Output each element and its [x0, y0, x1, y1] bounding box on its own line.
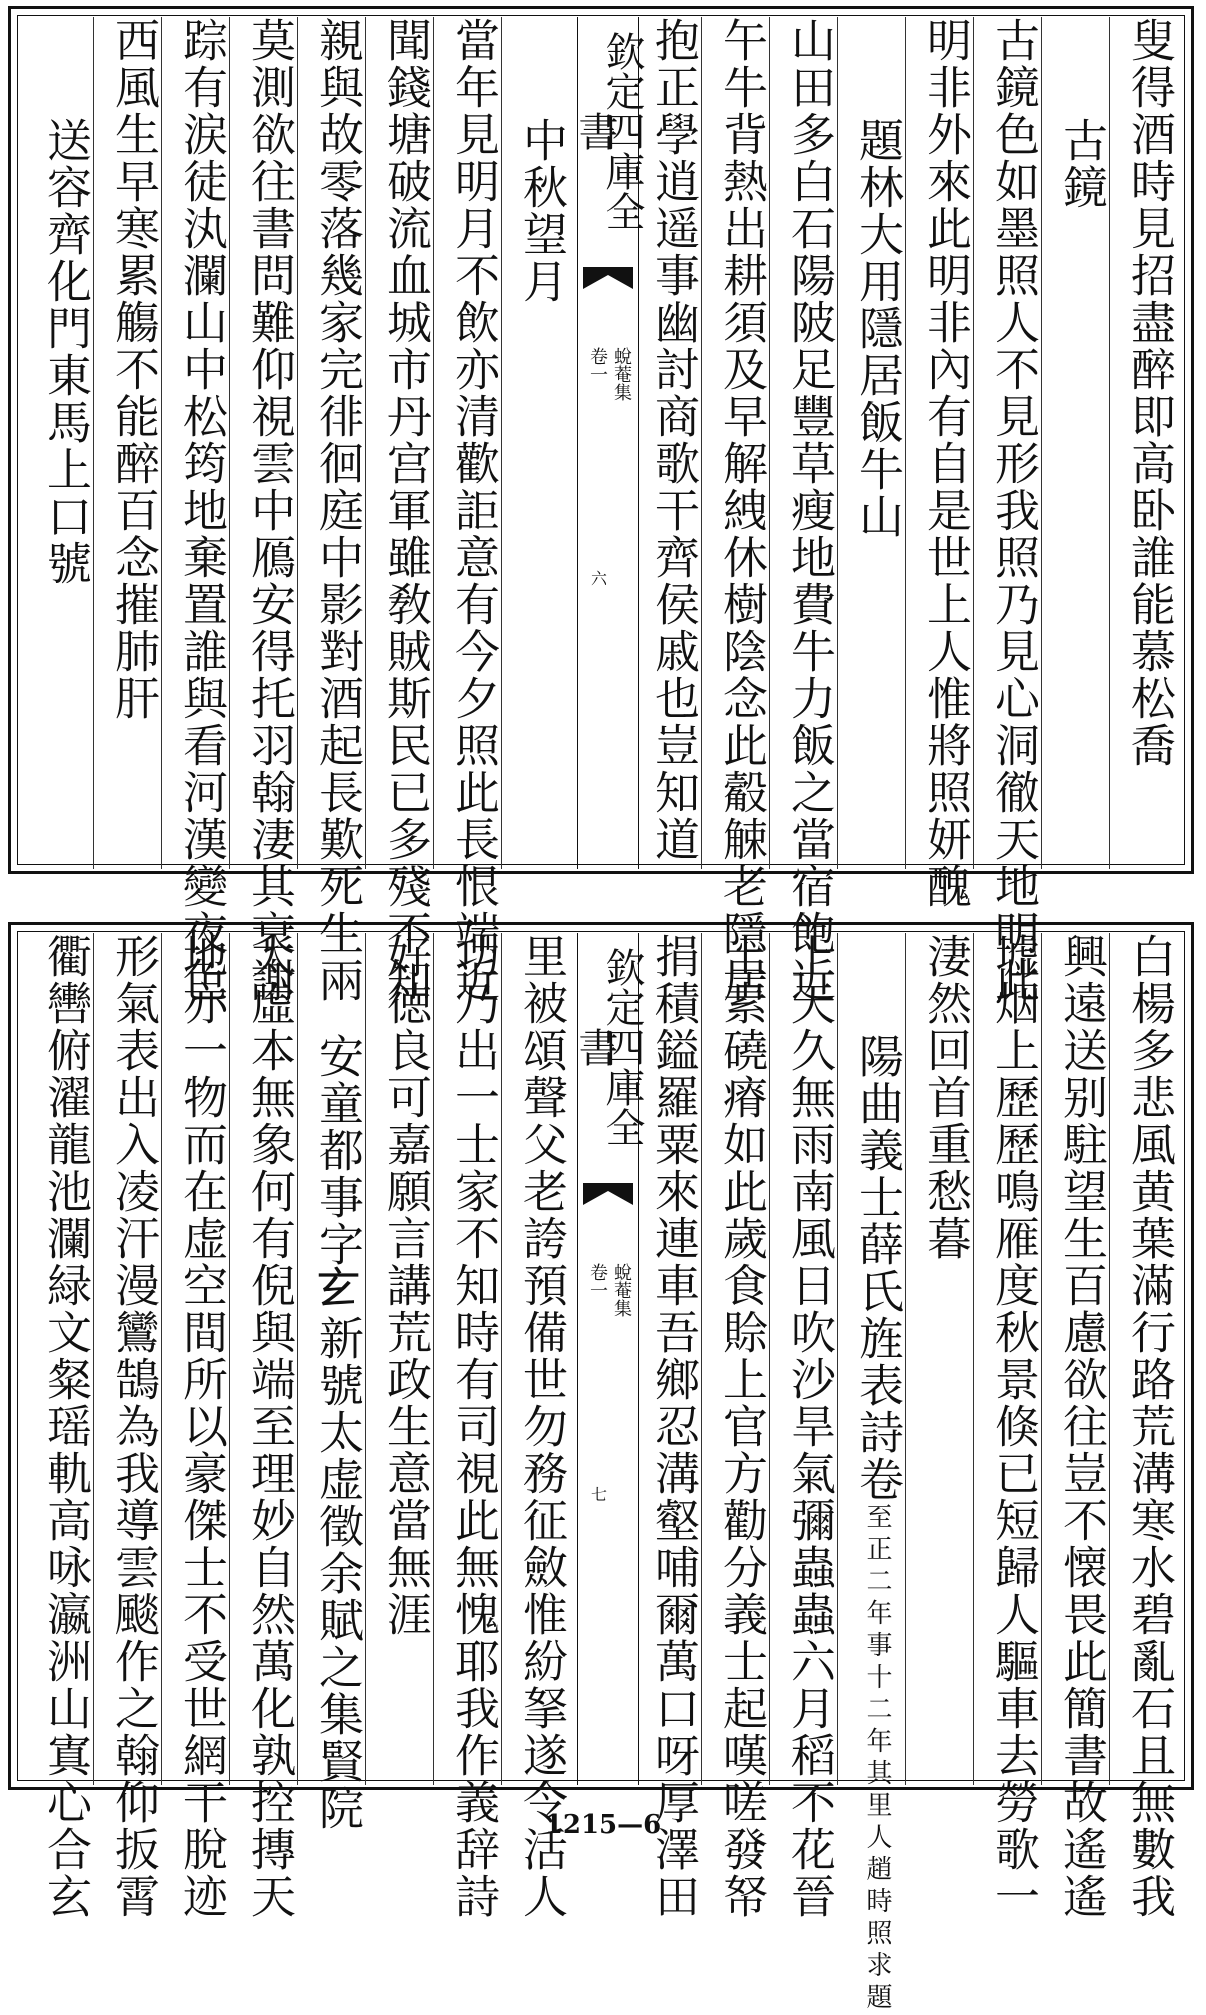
text-column: 明非外來此明非內有自是世上人惟將照妍醜	[919, 17, 972, 910]
text-column: 叟得酒時見招盡醉即高卧誰能慕松喬	[1123, 17, 1176, 769]
text-column: 踪有涙徒汍瀾山中松筠地棄置誰與看河漢變夜色	[175, 17, 228, 1004]
poem-title-with-note: 陽曲義士薛氏旌表詩卷至正二年事十二年其里人趙時照求題	[851, 1033, 904, 2015]
text-column: 聞錢塘破流血城市丹宫軍雖敎賊斯民已多殘不知	[379, 17, 432, 1004]
text-column: 抱正學逍遥事幽討商歌干齊侯戚也豈知道	[647, 17, 700, 863]
poem-title: 送容齊化門東馬上口號	[39, 117, 92, 587]
text-column: 地亦一物而在虚空間所以豪傑士不受世網干脫迹	[175, 933, 228, 1920]
text-column: 山田多白石陽陂足豐草瘦地費牛力飯之當宿飽近	[783, 17, 836, 1004]
text-column: 古鏡色如墨照人不見形我照乃見心洞徹天地明此	[987, 17, 1040, 1004]
text-column: 形氣表出入凌汗漫鸞鵠為我導雲颷作之翰仰扳霄	[107, 933, 160, 1920]
text-column: 淒然回首重愁暮	[919, 933, 972, 1262]
center-title: 欽定四庫全書	[572, 31, 645, 231]
text-column: 太虛本無象何有倪與端至理妙自然萬化孰控摶天	[243, 933, 296, 1920]
text-column: 西風生早寒累觴不能醉百念摧肺肝	[107, 17, 160, 722]
text-column: 午牛背熱出耕須及早解絏休樹陰念此觳觫老隱居	[715, 17, 768, 1004]
text-column: 衢轡俯濯龍池瀾緑文粲瑶軌高咏瀛洲山寘心合玄	[39, 933, 92, 1920]
text-column: 當年見明月不飲亦清歡詎意有今夕照此長恨端近	[447, 17, 500, 1004]
text-column: 莫測欲往書問難仰視雲中鴈安得托羽翰淒其衰謝	[243, 17, 296, 1004]
text-column: 功乃出一士家不知時有司視此無愧耶我作義辞詩	[447, 933, 500, 1920]
folio-number: 七	[591, 1485, 608, 1504]
title-note: 至正二年事十二年其里人趙時照求題	[862, 1503, 892, 2015]
text-column: 親與故零落幾家完徘徊庭中影對酒起長歎死生兩	[311, 17, 364, 1004]
poem-title: 中秋望月	[515, 117, 568, 305]
book-name: 蛻菴集 卷一	[587, 347, 632, 401]
poem-title: 古鏡	[1055, 117, 1108, 211]
text-column: 白楊多悲風黄葉滿行路荒溝寒水碧亂石且無數我	[1123, 933, 1176, 1920]
book-name: 蛻菴集 卷一	[587, 1263, 632, 1317]
poem-title: 安童都事字𤣥新號太虚徵余賦之集賢院	[311, 1033, 364, 1832]
center-fold-column	[572, 17, 645, 869]
text-column: 土素磽瘠如此歲食賒上官方勸分義士起嘆嗟發帑	[715, 933, 768, 1920]
text-column: 上天久無雨南風日吹沙旱氣彌蟲蟲六月稻不花晉	[783, 933, 836, 1920]
top-page-panel	[8, 6, 1194, 1004]
text-column: 興遠送别駐望生百慮欲往豈不懐畏此簡書故遙遙	[1055, 933, 1108, 1920]
folio-number: 六	[591, 569, 608, 588]
text-column: 好徳良可嘉願言講荒政生意當無涯	[379, 933, 432, 1638]
center-title: 欽定四庫全書	[572, 947, 645, 1147]
fish-tail-mark-icon	[583, 267, 633, 289]
center-fold-column	[572, 933, 645, 1785]
text-column: 墟烟上歷歷鳴雁度秋景倏已短歸人驅車去勞歌一	[987, 933, 1040, 1920]
fish-tail-mark-icon	[583, 1183, 633, 1205]
text-column: 捐積鎰羅粟來連車吾鄉忍溝壑哺爾萬口呀厚澤田	[647, 933, 700, 1920]
text-column: 里被頌聲父老誇預備世勿務征斂惟紛拏遂令活人	[515, 933, 568, 1920]
poem-title: 題林大用隱居飯牛山	[851, 117, 904, 540]
scan-page-number: 1215—6	[544, 1810, 662, 1840]
